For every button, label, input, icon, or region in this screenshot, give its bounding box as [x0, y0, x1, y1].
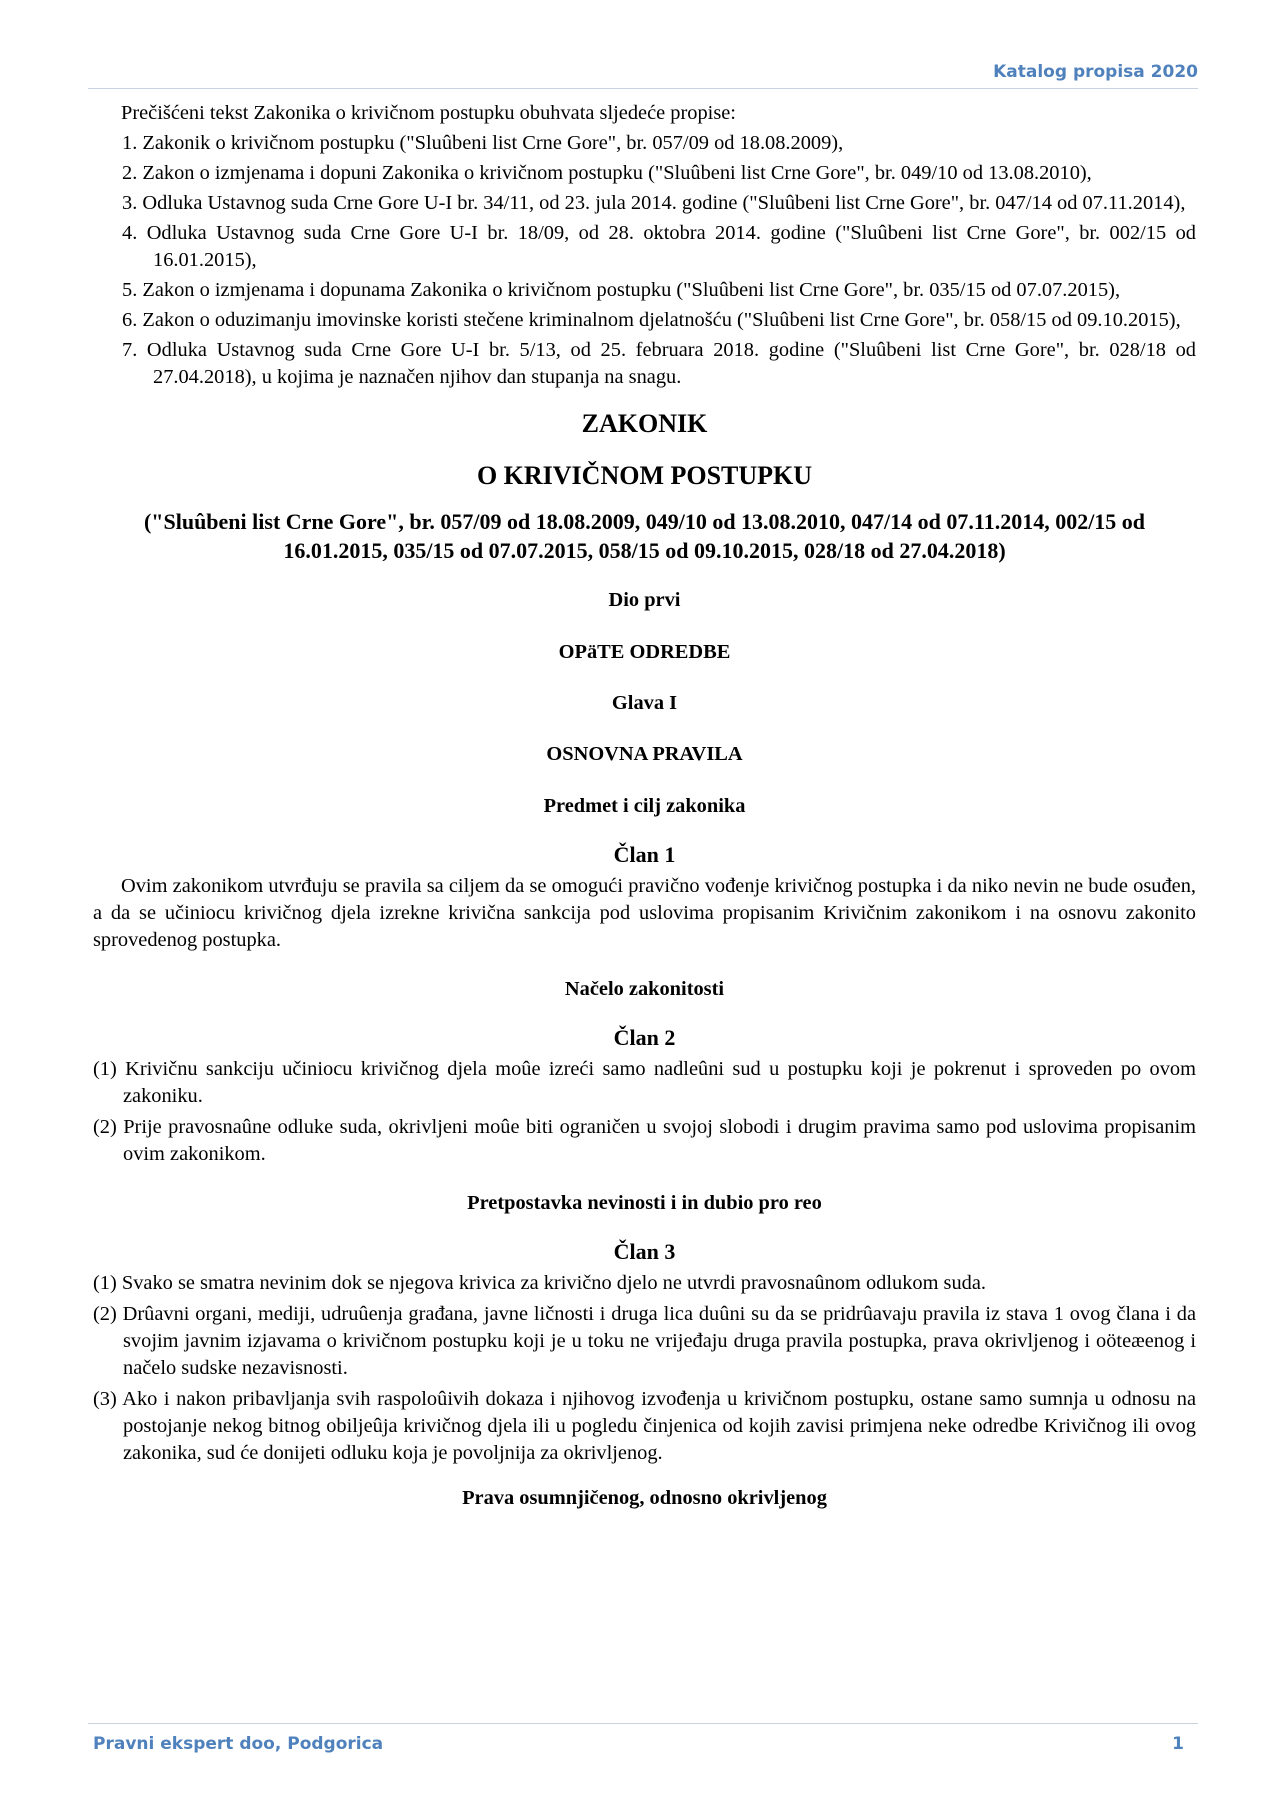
page-number: 1 — [1172, 1734, 1184, 1754]
footer-company: Pravni ekspert doo, Podgorica — [93, 1734, 384, 1754]
article-number: Član 2 — [613, 1025, 676, 1050]
list-item: 5. Zakon o izmjenama i dopunama Zakonika o krivičnom postupku ("Sluûbeni list Crne Gore", br. 035/15 od 07.07.2015), — [122, 279, 1121, 301]
page-header — [88, 58, 1198, 89]
list-item: 2. Zakon o izmjenama i dopuni Zakonika o krivičnom postupku ("Sluûbeni list Crne Gore", br. 049/10 od 13.08.2010), — [122, 162, 1092, 184]
article-heading: Načelo zakonitosti — [564, 978, 725, 1000]
header-title: Katalog propisa 2020 — [993, 62, 1198, 82]
chapter-title: OSNOVNA PRAVILA — [546, 743, 743, 765]
intro-paragraph: Prečišćeni tekst Zakonika o krivičnom postupku obuhvata sljedeće propise: — [121, 102, 736, 124]
list-item: 3. Odluka Ustavnog suda Crne Gore U-I br. 34/11, od 23. jula 2014. godine ("Sluûbeni list Crne Gore", br. 047/14 od 07.11.2014), — [122, 192, 1186, 214]
list-item: 1. Zakonik o krivičnom postupku ("Sluûbeni list Crne Gore", br. 057/09 od 18.08.2009), — [122, 132, 844, 154]
article-heading: Pretpostavka nevinosti i in dubio pro reo — [467, 1192, 822, 1214]
list-item: 4. Odluka Ustavnog suda Crne Gore U-I br. 18/09, od 28. oktobra 2014. godine ("Sluûbeni list Crne Gore", br. 002/15 od 16.01.2015), — [122, 222, 1196, 271]
page-footer — [88, 1723, 1198, 1764]
article-paragraph: (2) Prije pravosnaûne odluke suda, okrivljeni moûe biti ograničen u svojoj slobodi i drugim pravima samo pod uslovima propisanim ovim zakonikom. — [93, 1116, 1196, 1165]
article-paragraph: (1) Krivičnu sankciju učiniocu krivičnog djela moûe izreći samo nadleûni sud u postupku koji je pokrenut i sproveden po ovom zakoniku. — [93, 1058, 1196, 1107]
document-body — [93, 100, 1196, 1512]
article-paragraph: (3) Ako i nakon pribavljanja svih raspoloûivih dokaza i njihovog izvođenja u krivičnom postupku, ostane samo sumnja u odnosu na postojanje nekog bitnog obiljeûja krivičnog djela ili u pogledu činjenica od kojih zavisi primjena neke odredbe Krivičnog ili ovog zakonika, sud će donijeti odluku koja je povoljnija za okrivljenog. — [93, 1388, 1196, 1464]
article-number: Član 3 — [613, 1239, 676, 1264]
list-item: 7. Odluka Ustavnog suda Crne Gore U-I br. 5/13, od 25. februara 2018. godine ("Sluûbeni list Crne Gore", br. 028/18 od 27.04.2018), u kojima je naznačen njihov dan stupanja na snagu. — [122, 339, 1196, 388]
article-heading: Predmet i cilj zakonika — [543, 795, 746, 817]
article-number: Član 1 — [613, 842, 676, 867]
part-label: Dio prvi — [608, 589, 681, 611]
gazette-citation: ("Sluûbeni list Crne Gore", br. 057/09 od 18.08.2009, 049/10 od 13.08.2010, 047/14 od 07.11.2014, 002/15 od 16.01.2015, 035/15 od 07.07.2015, 058/15 od 09.10.2015, 028/18 od 27.04.2018) — [143, 509, 1146, 563]
article-text: Ovim zakonikom utvrđuju se pravila sa ciljem da se omogući pravično vođenje krivičnog postupka i da niko nevin ne bude osuđen, a da se učiniocu krivičnog djela izrekne krivična sankcija pod uslovima propisanim Krivičnim zakonikom i na osnovu zakonito sprovedenog postupka. — [93, 875, 1196, 951]
law-subtitle: O KRIVIČNOM POSTUPKU — [476, 461, 813, 490]
law-title: ZAKONIK — [581, 409, 708, 438]
article-paragraph: (1) Svako se smatra nevinim dok se njegova krivica za krivično djelo ne utvrdi pravosnaûnom odlukom suda. — [93, 1272, 987, 1294]
regulations-list — [93, 130, 1196, 391]
article-paragraph: (2) Drûavni organi, mediji, udruûenja građana, javne ličnosti i druga lica duûni su da se pridrûavaju pravila iz stava 1 ovog člana i da svojim javnim izjavama o krivičnom postupku koji je u toku ne vrijeđaju druga pravila postupka, prava okrivljenog i oöteæenog i načelo sudske nezavisnosti. — [93, 1303, 1196, 1379]
part-title: OPäTE ODREDBE — [558, 641, 731, 663]
list-item: 6. Zakon o oduzimanju imovinske koristi stečene kriminalnom djelatnošću ("Sluûbeni list Crne Gore", br. 058/15 od 09.10.2015), — [122, 309, 1181, 331]
chapter-label: Glava I — [611, 692, 678, 714]
article-heading: Prava osumnjičenog, odnosno okrivljenog — [462, 1487, 827, 1509]
